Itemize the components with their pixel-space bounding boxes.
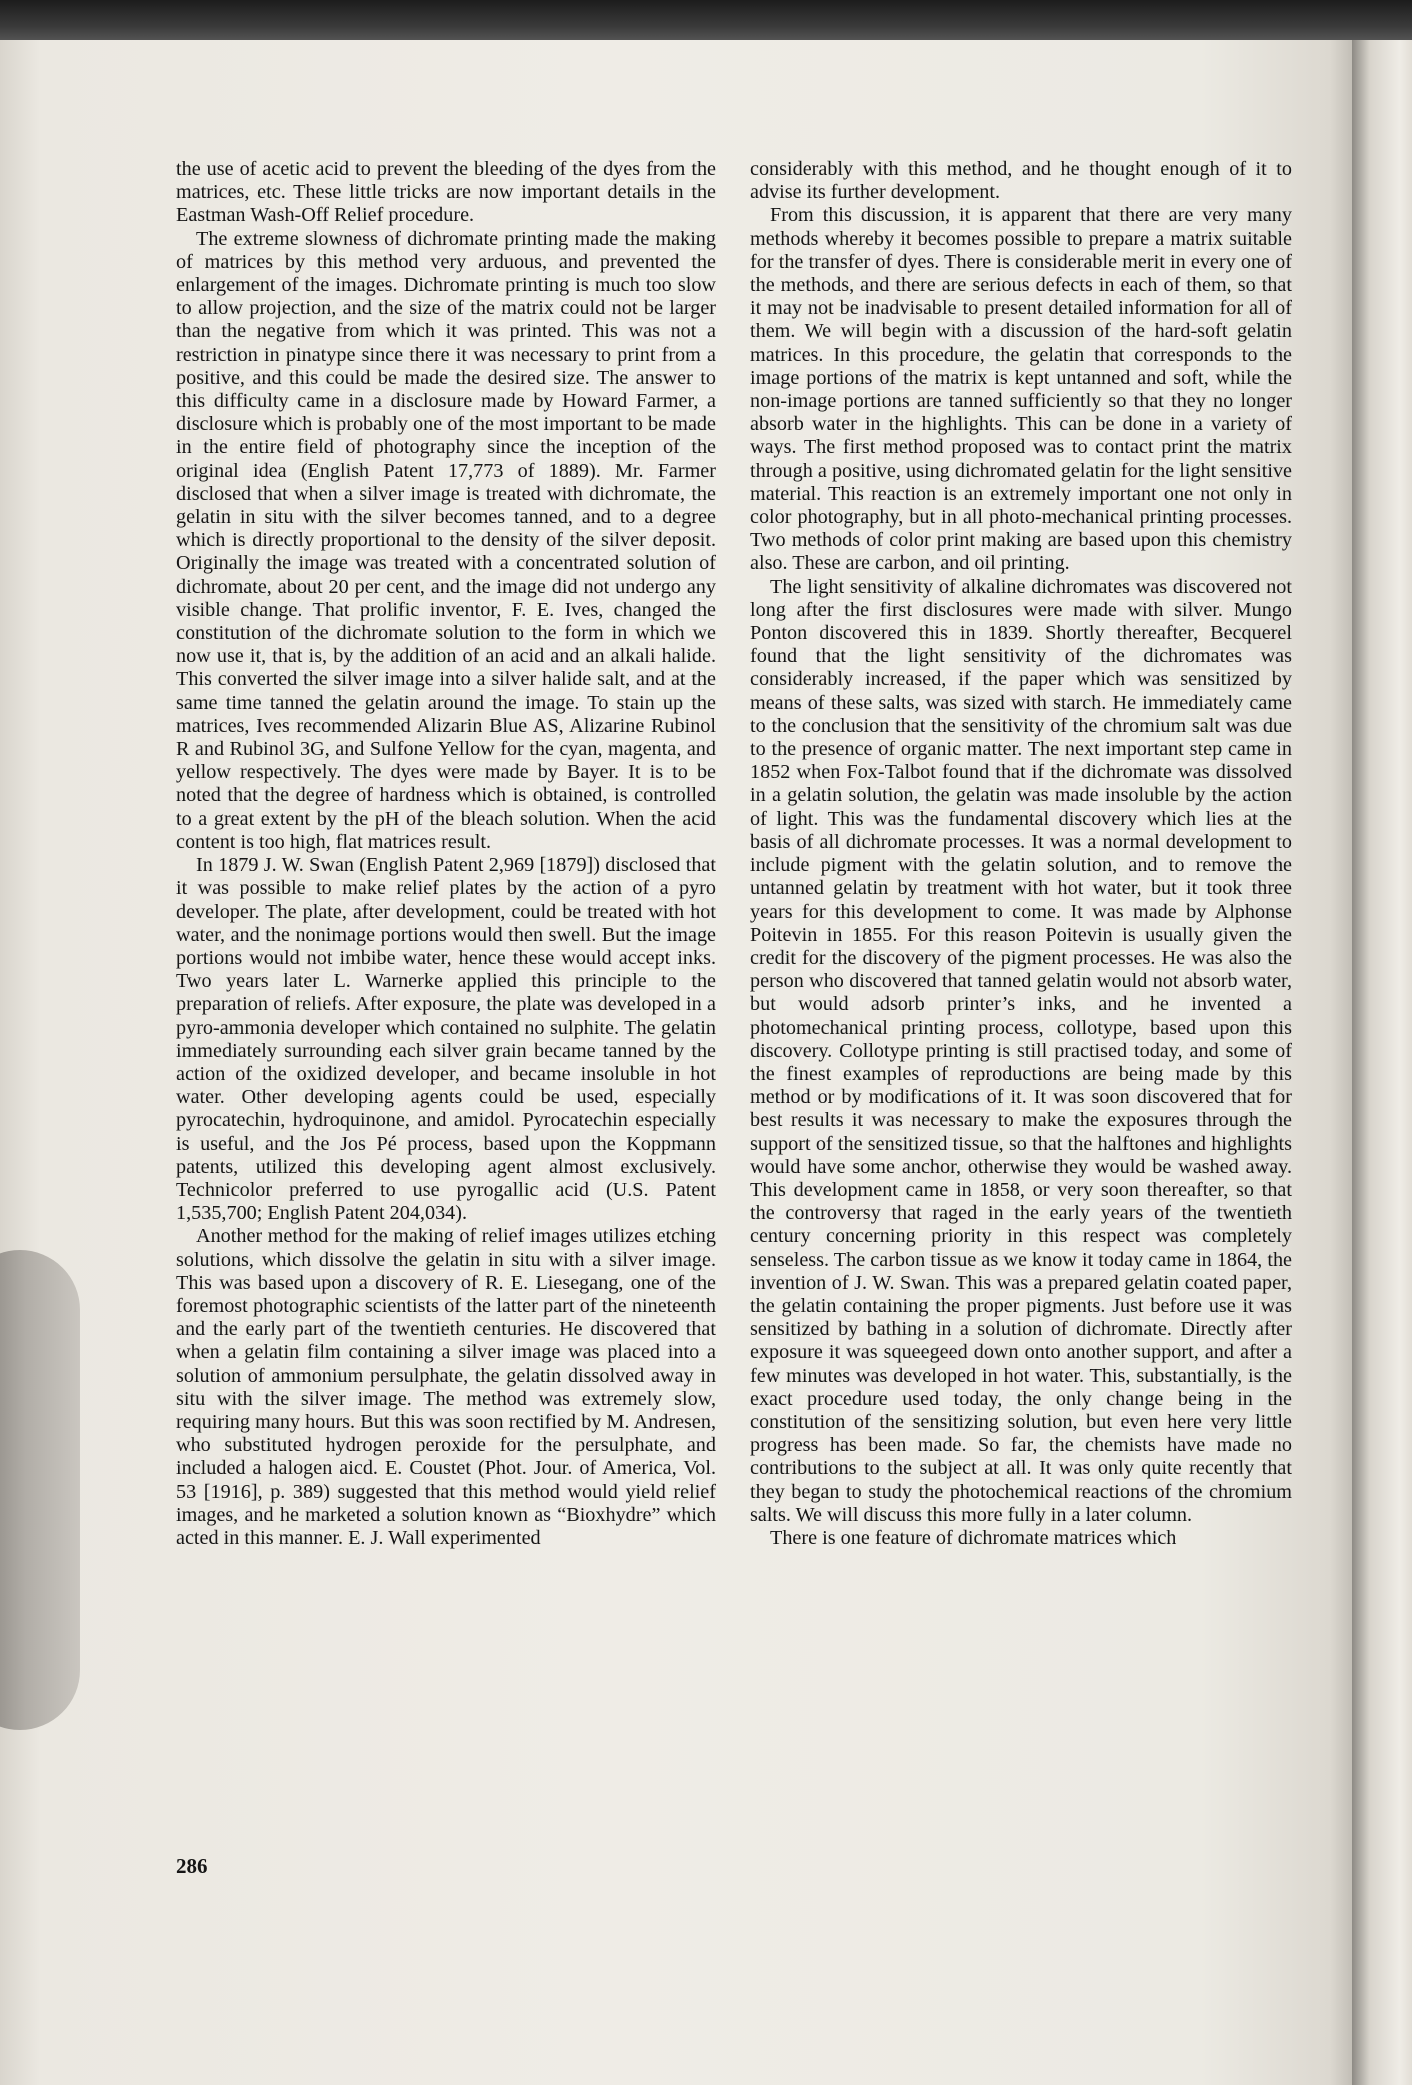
paragraph: There is one feature of dichromate matrices which	[770, 1526, 1177, 1549]
paragraph: The extreme slowness of dichromate printing made the making of matrices by this method very arduous, and prevented the enlargement of the images. Dichromate printing is much too slow to allow projection, and the size of the matrix could not be larger than the negative from which it was printed. This was not a restriction in pinatype since there it was necessary to print from a positive, and this could be made the desired size. The answer to this difficulty came in a disclosure made by Howard Farmer, a disclosure which is probably one of the most important to be made in the entire field of photography since the inception of the original idea (English Patent 17,773 of 1889). Mr. Farmer disclosed that when a silver image is treated with dichromate, the gelatin in situ with the silver becomes tanned, and to a degree which is directly proportional to the density of the silver deposit. Originally the image was treated with a concentrated solution of dichromate, about 20 per cent, and the image did not undergo any visible change. That prolific inventor, F. E. Ives, changed the constitution of the dichromate solution to the form in which we now use it, that is, by the addition of an acid and an alkali halide. This converted the silver image into a silver halide salt, and at the same time tanned the gelatin around the image. To stain up the matrices, Ives recommended Alizarin Blue AS, Alizarine Rubinol R and Rubinol 3G, and Sulfone Yellow for the cyan, magenta, and yellow respectively. The dyes were made by Bayer. It is to be noted that the degree of hardness which is obtained, is controlled to a great extent by the pH of the bleach solution. When the acid content is too high, flat matrices result.	[176, 227, 716, 853]
page-number: 286	[176, 1854, 208, 1878]
paragraph: considerably with this method, and he thought enough of it to advise its further development.	[750, 158, 1292, 204]
paragraph: the use of acetic acid to prevent the bleeding of the dyes from the matrices, etc. These little tricks are now important details in the Eastman Wash-Off Relief procedure.	[176, 158, 716, 227]
right-text-column	[750, 158, 1292, 1550]
paragraph: The light sensitivity of alkaline dichromates was discovered not long after the first disclosures were made with silver. Mungo Ponton discovered this in 1839. Shortly thereafter, Becquerel found that the light sensitivity of the dichromates was considerably increased, if the paper which was sensitized by means of these salts, was sized with starch. He immediately came to the conclusion that the sensitivity of the chromium salt was due to the presence of organic matter. The next important step came in 1852 when Fox-Talbot found that if the dichromate was dissolved in a gelatin solution, the gelatin was made insoluble by the action of light. This was the fundamental discovery which lies at the basis of all dichromate processes. It was a normal development to include pigment with the gelatin solution, and to remove the untanned gelatin by treatment with hot water, but it took three years for this development to come. It was made by Alphonse Poitevin in 1855. For this reason Poitevin is usually given the credit for the discovery of the pigment processes. He was also the person who discovered that tanned gelatin would not absorb water, but would adsorb printer’s inks, and he invented a photomechanical printing process, collotype, based upon this discovery. Collotype printing is still practised today, and some of the finest examples of reproductions are being made by this method or by modifications of it. It was soon discovered that for best results it was necessary to make the exposures through the support of the sensitized tissue, so that the halftones and highlights would have some anchor, otherwise they would be washed away. This development came in 1858, or very soon thereafter, so that the controversy that raged in the early years of the twentieth century concerning priority in this respect was completely senseless. The carbon tissue as we know it today came in 1864, the invention of J. W. Swan. This was a prepared gelatin coated paper, the gelatin containing the proper pigments. Just before use it was sensitized by bathing in a solution of dichromate. Directly after exposure it was squeegeed down onto another support, and after a few minutes was developed in hot water. This, substantially, is the exact procedure used today, the only change being in the constitution of the sensitizing solution, but even here very little progress has been made. So far, the chemists have made no contributions to the subject at all. It was only quite recently that they began to study the photochemical reactions of the chromium salts. We will discuss this more fully in a later column.	[750, 575, 1292, 1526]
thumb-shadow	[0, 1250, 80, 1730]
left-text-column	[176, 158, 716, 1550]
book-binding-shadow	[0, 0, 1412, 44]
facing-page-edge	[1352, 40, 1412, 2085]
paragraph: Another method for the making of relief images utilizes etching solutions, which dissolve the gelatin in situ with a silver image. This was based upon a discovery of R. E. Liesegang, one of the foremost photographic scientists of the latter part of the nineteenth and the early part of the twentieth centuries. He discovered that when a gelatin film containing a silver image was placed into a solution of ammonium persulphate, the gelatin dissolved away in situ with the silver image. The method was extremely slow, requiring many hours. But this was soon rectified by M. Andresen, who substituted hydrogen peroxide for the persulphate, and included a halogen aicd. E. Coustet (Phot. Jour. of America, Vol. 53 [1916], p. 389) suggested that this method would yield relief images, and he marketed a solution known as “Bioxhydre” which acted in this manner. E. J. Wall experimented	[176, 1225, 716, 1549]
paragraph: In 1879 J. W. Swan (English Patent 2,969 [1879]) disclosed that it was possible to make relief plates by the action of a pyro developer. The plate, after development, could be treated with hot water, and the nonimage portions would then swell. But the image portions would not imbibe water, hence these would accept inks. Two years later L. Warnerke applied this principle to the preparation of reliefs. After exposure, the plate was developed in a pyro-ammonia developer which contained no sulphite. The gelatin immediately surrounding each silver grain became tanned by the action of the oxidized developer, and became insoluble in hot water. Other developing agents could be used, especially pyrocatechin, hydroquinone, and amidol. Pyrocatechin especially is useful, and the Jos Pé process, based upon the Koppmann patents, utilized this developing agent almost exclusively. Technicolor preferred to use pyrogallic acid (U.S. Patent 1,535,700; English Patent 204,034).	[176, 854, 716, 1225]
paragraph: From this discussion, it is apparent that there are very many methods whereby it becomes possible to prepare a matrix suitable for the transfer of dyes. There is considerable merit in every one of the methods, and there are serious defects in each of them, so that it may not be inadvisable to present detailed information for all of them. We will begin with a discussion of the hard-soft gelatin matrices. In this procedure, the gelatin that corresponds to the image portions of the matrix is kept untanned and soft, while the non-image portions are tanned sufficiently so that they no longer absorb water in the highlights. This can be done in a variety of ways. The first method proposed was to contact print the matrix through a positive, using dichromated gelatin for the light sensitive material. This reaction is an extremely important one not only in color photography, but in all photo-mechanical printing processes. Two methods of color print making are based upon this chemistry also. These are carbon, and oil printing.	[750, 204, 1292, 575]
